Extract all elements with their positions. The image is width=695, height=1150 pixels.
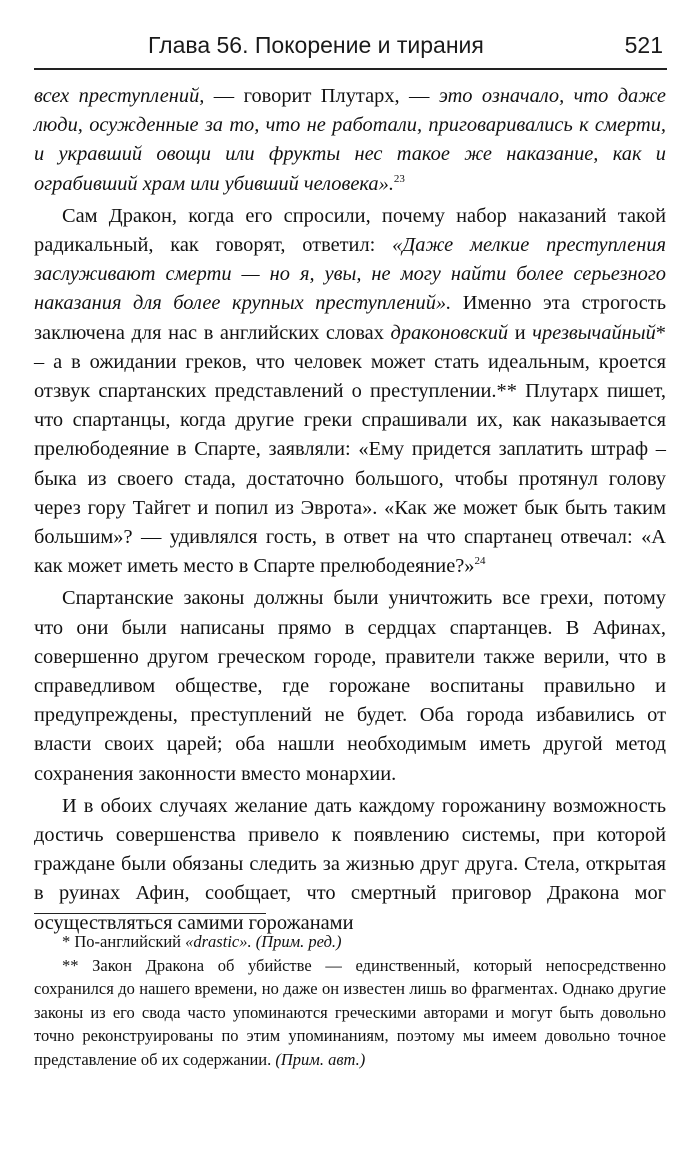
footnote-1 — [34, 930, 666, 954]
footnote-2 — [34, 954, 666, 1072]
text-fragment: * По-английский — [62, 932, 186, 951]
footnote-rule — [34, 913, 266, 914]
italic-fragment: драконовский — [390, 321, 509, 344]
text-fragment: ** Закон Дракона об убийстве — единственный, который непосредственно сохранился до нашего времени, но даже он известен лишь во фрагментах. Однако другие законы из его свода часто упоминаются греческими авторами и могут быть довольно точно реконструированы по этим упоминаниям, поэтому мы имеем довольно точное представление об их содержании. — [34, 955, 666, 1069]
italic-fragment: «drastic». (Прим. ред.) — [185, 932, 342, 951]
header-rule — [34, 68, 667, 70]
paragraph-3: Спартанские законы должны были уничтожить все грехи, потому что они были написаны прямо в сердцах спартанцев. В Афинах, совершенно другом греческом городе, правители также верили, что в справедливом обществе, где горожане воспитаны правильно и предупреждены, преступлений не будет. Оба города избавились от власти своих царей; оба нашли необходимым иметь другой метод сохранения законности вместо монархии. — [34, 587, 666, 785]
text-fragment: и — [508, 321, 533, 344]
text-fragment: * – а в ожидании греков, что человек может стать идеальным, кроется отзвук спартанских представлений о преступлении.** Плутарх пишет, что спартанцы, когда другие греки спрашивали их, как наказывается прелюбодеяние в Спарте, заявляли: «Ему придется заплатить штраф – быка из своего стада, достаточно большого, чтобы протянул голову через гору Тайгет и попил из Эврота». «Как же может бык быть таким большим»? — удивлялся гость, в ответ на что спартанец отвечал: «А как может иметь место в Спарте прелюбодеяние?» — [34, 321, 666, 578]
italic-fragment: чрезвычайный — [532, 321, 656, 344]
endnote-ref: 24 — [474, 555, 486, 568]
text-fragment: — говорит Плутарх, — — [204, 85, 439, 107]
italic-fragment: всех преступлений, — [34, 85, 205, 107]
page-number: 521 — [624, 32, 663, 58]
italic-fragment: «Даже мелкие преступления заслуживают смерти — но я, увы, не могу найти более серьезного наказания для более крупных преступлений». — [34, 234, 666, 315]
paragraph-1 — [34, 82, 666, 199]
footnotes — [34, 930, 666, 1072]
running-head — [36, 26, 667, 70]
endnote-ref: 23 — [393, 172, 405, 185]
main-text — [34, 82, 666, 938]
chapter-title: Глава 56. Покорение и тирания — [148, 32, 484, 58]
italic-fragment: это означало, что даже люди, осужденные за то, что не работали, приговаривались к смерти, и укравший овощи или фрукты нес такое же наказание, как и ограбивший храм или убивший человека». — [34, 85, 666, 195]
text-fragment: Именно эта строгость заключена для нас в английских словах — [34, 292, 666, 344]
italic-fragment: (Прим. авт.) — [275, 1049, 366, 1069]
paragraph-2 — [34, 202, 666, 582]
text-fragment: Сам Дракон, когда его спросили, почему набор наказаний такой радикальный, как говорят, ответил: — [34, 204, 666, 257]
paragraph-4: И в обоих случаях желание дать каждому горожанину возможность достичь совершенства привело к появлению системы, при которой граждане были обязаны следить за жизнью друг друга. Стела, открытая в руинах Афин, сообщает, что смертный приговор Дракона мог осуществляться самими горожанами — [34, 794, 666, 934]
